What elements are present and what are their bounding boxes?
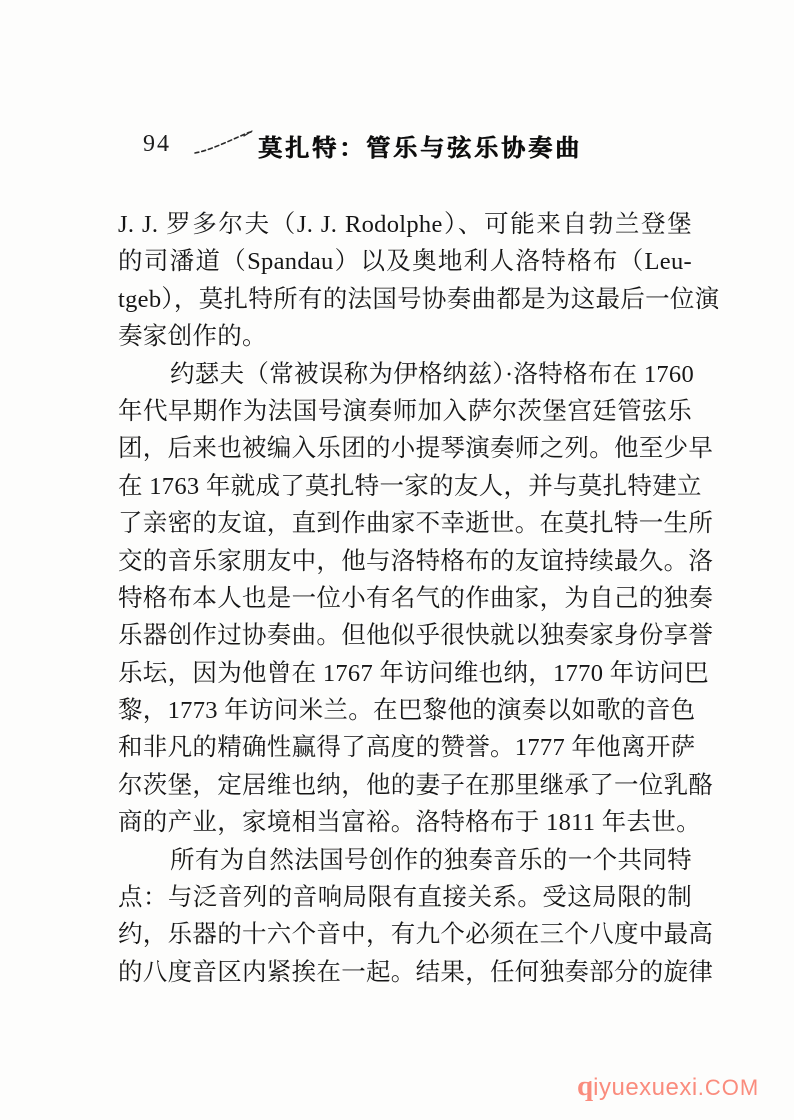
text-line: 了亲密的友谊，直到作曲家不幸逝世。在莫扎特一生所 bbox=[118, 510, 714, 538]
text-line: 约瑟夫（常被误称为伊格纳兹）·洛特格布在 1760 bbox=[170, 360, 695, 388]
flourish-icon bbox=[192, 130, 254, 158]
text-line: 在 1763 年就成了莫扎特一家的友人，并与莫扎特建立 bbox=[118, 472, 702, 500]
text-line: tgeb），莫扎特所有的法国号协奏曲都是为这最后一位演 bbox=[118, 285, 720, 313]
page-number: 94 bbox=[143, 131, 171, 157]
text-line: 的司潘道（Spandau）以及奥地利人洛特格布（Leu- bbox=[118, 248, 692, 276]
body-text bbox=[118, 206, 720, 991]
watermark-middle: iyuexuexi bbox=[593, 1074, 698, 1101]
site-watermark bbox=[577, 1072, 759, 1105]
chapter-title: 莫扎特：管乐与弦乐协奏曲 bbox=[258, 136, 582, 162]
text-line: J. J. 罗多尔夫（J. J. Rodolphe）、可能来自勃兰登堡 bbox=[118, 211, 692, 238]
text-line: 乐坛，因为他曾在 1767 年访问维也纳，1770 年访问巴 bbox=[118, 659, 709, 687]
text-line: 的八度音区内紧挨在一起。结果，任何独奏部分的旋律 bbox=[118, 958, 714, 986]
text-line: 团，后来也被编入乐团的小提琴演奏师之列。他至少早 bbox=[118, 435, 714, 463]
text-line: 商的产业，家境相当富裕。洛特格布于 1811 年去世。 bbox=[118, 809, 701, 837]
text-line: 交的音乐家朋友中，他与洛特格布的友谊持续最久。洛 bbox=[118, 547, 714, 575]
text-line: 和非凡的精确性赢得了高度的赞誉。1777 年他离开萨 bbox=[118, 734, 696, 762]
text-line: 约，乐器的十六个音中，有九个必须在三个八度中最高 bbox=[118, 921, 714, 949]
text-line: 黎，1773 年访问米兰。在巴黎他的演奏以如歌的音色 bbox=[118, 697, 696, 725]
text-line: 所有为自然法国号创作的独奏音乐的一个共同特 bbox=[170, 846, 692, 874]
text-line: 特格布本人也是一位小有名气的作曲家，为自己的独奏 bbox=[118, 584, 714, 612]
running-head bbox=[0, 128, 794, 164]
text-line: 尔茨堡，定居维也纳，他的妻子在那里继承了一位乳酪 bbox=[118, 771, 714, 799]
text-line: 点：与泛音列的音响局限有直接关系。受这局限的制 bbox=[118, 884, 692, 912]
text-line: 奏家创作的。 bbox=[118, 323, 267, 351]
watermark-suffix: .COM bbox=[697, 1075, 760, 1100]
text-line: 乐器创作过协奏曲。但他似乎很快就以独奏家身份享誉 bbox=[118, 622, 714, 650]
text-line: 年代早期作为法国号演奏师加入萨尔茨堡宫廷管弦乐 bbox=[118, 397, 692, 425]
watermark-first-letter: q bbox=[577, 1070, 594, 1102]
